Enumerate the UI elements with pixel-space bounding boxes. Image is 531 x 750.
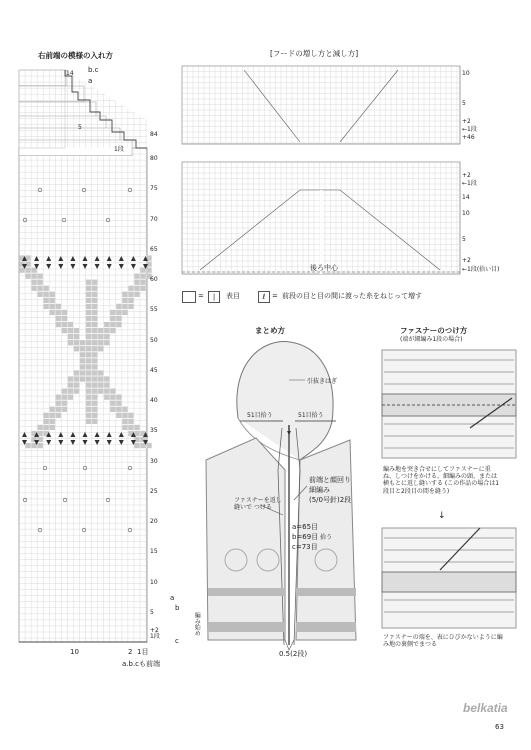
right-chart-title: 右前端の模様の入れ方: [38, 51, 113, 60]
row-label: 55: [150, 306, 158, 314]
label-zipper-attach: ファスナーを返し縫いで つける: [234, 497, 282, 512]
hood-lower-label: 10: [462, 210, 470, 217]
bottom-caption: a.b.cも前端: [122, 660, 161, 668]
col-label-10: 10: [70, 648, 79, 656]
row-label: 70: [150, 215, 158, 223]
hood-lower-label: +2: [462, 257, 471, 264]
bottom-label: 0.5(2段): [279, 650, 308, 658]
count-c: c=73目: [292, 543, 318, 551]
hood-upper-label: +46: [462, 134, 475, 141]
label-51-left: 51目拾う: [247, 412, 273, 419]
count-a: a=65目: [292, 523, 319, 531]
hood-chart-title: [フードの増し方と減し方]: [270, 49, 359, 58]
row-label: 84: [150, 130, 158, 138]
hood-upper-label: ←1段: [462, 126, 477, 133]
zipper-title: ファスナーのつけ方: [400, 326, 468, 335]
hood-lower-label: ←1段(拾い目): [462, 266, 500, 273]
row-label: 65: [150, 245, 158, 253]
row-label: 30: [150, 457, 158, 465]
hood-lower-label: 5: [462, 236, 466, 243]
center-back-label: 後ろ中心: [310, 264, 338, 272]
zipper-subtitle: (端が細編み1段の場合): [400, 336, 463, 343]
legend-increase-text: 前段の目と目の間に渡った糸をねじって増す: [282, 292, 422, 300]
row-label: +2: [150, 626, 159, 634]
hood-lower-label: ←1段: [462, 180, 477, 187]
row-label: 1段: [114, 146, 124, 153]
legend-inc-eq: =: [272, 292, 278, 300]
count-b: b=69目: [292, 533, 319, 541]
brand-watermark: belkatia: [463, 701, 508, 715]
legend-blank-eq: =: [198, 292, 204, 300]
legend-knit-symbol: |: [208, 291, 220, 303]
label-needle: (5/0号針)2段: [309, 496, 352, 504]
row-label: 75: [150, 185, 158, 193]
row-label: 50: [150, 336, 158, 344]
legend-knit-text: 表目: [226, 292, 240, 300]
zipper-caption-2: ファスナーの端を、表にひびかないように編み地の裏側でまつる: [383, 634, 503, 649]
zipper-arrow: ↓: [438, 511, 446, 521]
side-caption: 編み始め: [193, 612, 201, 636]
hood-lower-label: 14: [462, 194, 470, 201]
row-label: 1段: [150, 632, 160, 640]
count-suffix: 拾う: [320, 534, 333, 541]
label-front-edge: 前端と顔回り: [309, 476, 351, 484]
hood-upper-label: +2: [462, 118, 471, 125]
hood-upper-label: 5: [462, 100, 466, 107]
zipper-caption-1: 編み地を突き合せにしてファスナーに重ね、しつけをかける。細編みの頭、または横もとに返し縫いする (この作品の場合は1段目と2段目の間を縫う): [383, 466, 500, 495]
row-label: 45: [150, 366, 158, 374]
row-label: 80: [150, 155, 158, 162]
label-bc: b.c: [88, 66, 99, 74]
label-a: a: [88, 77, 93, 85]
hood-lower-label: +2: [462, 172, 471, 179]
row-label: 5: [150, 608, 154, 616]
col-label-2: 2: [128, 648, 133, 656]
row-label: 35: [150, 427, 158, 435]
row-label: 14: [66, 70, 74, 77]
row-label: 10: [150, 578, 158, 586]
row-label: 5: [78, 124, 82, 131]
label-hood-seam: 引抜きはぎ: [307, 378, 338, 385]
side-label-b: b: [175, 604, 180, 612]
side-label-c: c: [175, 637, 179, 645]
row-label: 25: [150, 487, 158, 495]
row-label: 60: [150, 276, 158, 283]
row-label: 20: [150, 518, 158, 525]
page-number: 63: [495, 723, 504, 731]
side-label-a: a: [170, 594, 175, 602]
label-sc: 細編み: [309, 486, 330, 494]
row-label: 40: [150, 397, 158, 404]
legend-increase-symbol: ℓ: [258, 291, 270, 303]
hood-upper-label: 10: [462, 70, 470, 77]
col-label-1: 1目: [137, 648, 149, 656]
label-51-right: 51目拾う: [298, 412, 324, 419]
matome-title: まとめ方: [255, 326, 285, 335]
row-label: 15: [150, 548, 158, 556]
